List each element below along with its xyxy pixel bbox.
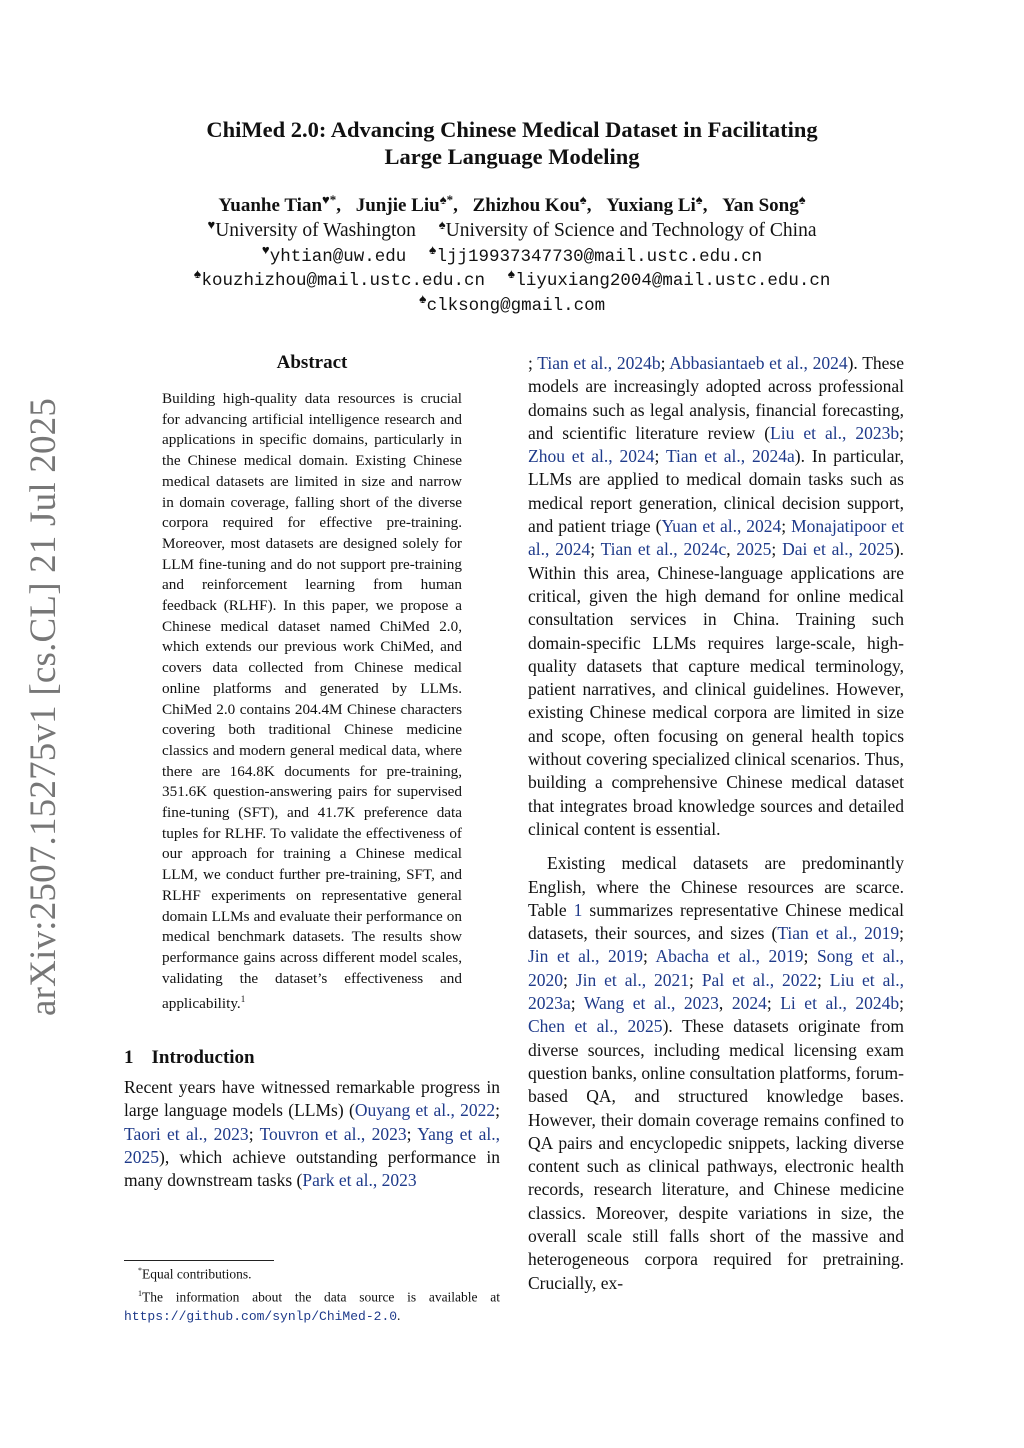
- email-address: kouzhizhou@mail.ustc.edu.cn: [201, 271, 485, 291]
- footnote-text: Equal contributions.: [142, 1266, 252, 1282]
- email[interactable]: [193, 267, 485, 291]
- email-mark: ♥: [261, 243, 270, 258]
- left-column: [124, 350, 500, 1193]
- email[interactable]: [507, 267, 831, 291]
- citation-link[interactable]: Zhou et al., 2024: [528, 446, 655, 467]
- abstract-body: [162, 389, 462, 1015]
- text-run: Existing medical datasets are predominantly English, where the Chinese resources are scarce. Table: [528, 853, 904, 920]
- citation-link[interactable]: Dai et al., 2025: [782, 539, 894, 560]
- citation-link[interactable]: Yuan et al., 2024: [661, 516, 782, 537]
- email[interactable]: [261, 243, 407, 267]
- author: Yuanhe Tian♥*,: [218, 192, 341, 216]
- author-marks: ♠: [695, 192, 703, 207]
- text-run: ;: [803, 946, 817, 967]
- author: Zhizhou Kou♠,: [472, 192, 592, 216]
- affiliation: [207, 217, 416, 241]
- author: [722, 192, 806, 216]
- text-run: ;: [528, 353, 538, 373]
- email-mark: ♠: [507, 267, 516, 282]
- citation-link[interactable]: Abacha et al., 2019: [655, 946, 804, 967]
- email[interactable]: [428, 243, 763, 267]
- section-number: 1: [124, 1047, 134, 1069]
- text-run: ;: [590, 539, 601, 560]
- section-heading-introduction: [124, 1045, 500, 1071]
- email-address: ljj19937347730@mail.ustc.edu.cn: [436, 247, 763, 267]
- citation-link[interactable]: Park et al., 2023: [302, 1170, 417, 1191]
- citation-link[interactable]: Liu et al., 2023a: [528, 969, 904, 1014]
- text-run: ). In particular, LLMs are applied to medical domain tasks such as medical report generation, clinical decision support, and patient triage (: [528, 446, 905, 537]
- email-mark: ♠: [428, 243, 437, 258]
- text-run: ,: [718, 993, 732, 1014]
- text-run: ). These datasets originate from diverse sources, including medical licensing exam question banks, online consultation platforms, forum-based QA, and structured knowledge bases. However, their domain coverage remains confined to QA pairs and encyclopedic snippets, lacking diverse content such as clinical pathways, electronic health records, research literature, and Chinese medicine classics. Moreover, despite variations in size, the overall scale still falls short of the massive and heterogeneous corpora required for pretraining. Crucially, ex-: [528, 1016, 904, 1293]
- text-run: ;: [899, 422, 904, 443]
- text-run: ;: [781, 516, 792, 537]
- text-run: ;: [570, 993, 584, 1014]
- citation-link[interactable]: Tian et al., 2024b: [537, 353, 661, 373]
- citation-link[interactable]: Jin et al., 2021: [575, 969, 690, 990]
- citation-link[interactable]: Abbasiantaeb et al., 2024: [669, 353, 848, 373]
- title-line-2: Large Language Modeling: [384, 144, 640, 169]
- footnote-data-source: [124, 1284, 500, 1327]
- citation-link[interactable]: Song et al., 2020: [528, 946, 904, 990]
- email-row-3: [60, 292, 964, 316]
- text-run: ). These models are increasingly adopted across professional domains such as legal analysis, financial forecasting, and scientific literature review (: [528, 353, 904, 443]
- affiliation: [438, 217, 817, 241]
- affiliation-name: University of Washington: [215, 220, 416, 241]
- citation-link[interactable]: Tian et al., 2024c: [600, 539, 727, 560]
- text-run: ;: [817, 969, 830, 990]
- intro-paragraph-1: [124, 1076, 500, 1192]
- author-name: Zhizhou Kou: [472, 195, 580, 216]
- text-run: ). Within this area, Chinese-language applications are critical, given the high demand for online medical consultation services in China. Training such domain-specific LLMs requires large-scale, high-quality datasets that capture medical terminology, patient narratives, and clinical guidelines. However, existing Chinese medical corpora are limited in size and scope, often focusing on general health topics without covering specialized clinical scenarios. Thus, building a comprehensive Chinese medical dataset that integrates broad knowledge sources and detailed clinical content is essential.: [528, 539, 905, 839]
- text-run: ;: [689, 969, 702, 990]
- footnote-ref[interactable]: 1: [240, 994, 246, 1005]
- email[interactable]: [418, 292, 606, 316]
- abstract-text: Building high-quality data resources is crucial for advancing artificial intelligence research and applications in specific domains, particularly in the Chinese medical domain. Existing Chinese medical datasets are limited in size and narrow in domain coverage, falling short of the diverse corpora required for effective pre-training. Moreover, most datasets are designed solely for LLM fine-tuning and do not support pre-training and reinforcement learning from human feedback (RLHF). In this paper, we propose a Chinese medical dataset named ChiMed 2.0, which extends our previous work ChiMed, and covers data collected from Chinese medical online platforms and generated by LLMs. ChiMed 2.0 contains 204.4M Chinese characters covering both traditional Chinese medicine classics and modern general medical data, where there are 164.8K documents for pre-training, 351.6K question-answering pairs for supervised fine-tuning (SFT), and 41.7K preference data tuples for RLHF. To validate the effectiveness of our approach for training a Chinese medical LLM, we conduct further pre-training, SFT, and RLHF experiments on representative general domain LLMs and evaluate their performance on medical benchmark datasets. The results show performance gains across different model scales, validating the dataset’s effectiveness and applicability.: [162, 390, 462, 1013]
- author-name: Yuxiang Li: [606, 195, 696, 216]
- text-run: ;: [643, 946, 656, 967]
- github-url-link[interactable]: https://github.com/synlp/ChiMed-2.0: [124, 1309, 398, 1324]
- text-run: ;: [660, 353, 670, 373]
- text-run: ;: [406, 1123, 418, 1144]
- email-address: liyuxiang2004@mail.ustc.edu.cn: [515, 271, 831, 291]
- citation-link[interactable]: Taori et al., 2023: [124, 1123, 249, 1144]
- citation-link[interactable]: 2025: [736, 539, 772, 560]
- section-title: Introduction: [151, 1047, 255, 1069]
- text-run: ), which achieve outstanding performance in many downstream tasks (: [124, 1147, 500, 1191]
- author: Yuxiang Li♠,: [606, 192, 708, 216]
- citation-link[interactable]: Pal et al., 2022: [701, 969, 817, 990]
- citation-link[interactable]: Wang et al., 2023: [583, 993, 719, 1014]
- affiliation-mark: ♠: [438, 217, 446, 232]
- affiliation-name: University of Science and Technology of China: [445, 220, 817, 241]
- text-run: ;: [766, 993, 781, 1014]
- footnote-mark: *: [138, 1266, 142, 1275]
- author-marks: ♠*: [439, 192, 454, 207]
- author: Junjie Liu♠*,: [355, 192, 458, 216]
- email-mark: ♠: [193, 267, 202, 282]
- citation-link[interactable]: Li et al., 2024b: [780, 993, 900, 1014]
- citation-link[interactable]: Ouyang et al., 2022: [354, 1100, 496, 1121]
- table-reference-link[interactable]: 1: [573, 899, 583, 920]
- text-run: ;: [495, 1100, 500, 1121]
- text-run: ;: [563, 969, 576, 990]
- intro-paragraph-2: [528, 852, 904, 1295]
- text-run: ;: [248, 1123, 260, 1144]
- text-run: ;: [654, 446, 666, 467]
- author-marks: ♥*: [322, 192, 337, 207]
- citation-link[interactable]: 2024: [731, 993, 767, 1014]
- citation-link[interactable]: Liu et al., 2023b: [770, 422, 900, 443]
- citation-link[interactable]: Chen et al., 2025: [528, 1016, 663, 1037]
- footnote-mark: 1: [138, 1288, 142, 1298]
- arxiv-identifier-stamp: arXiv:2507.15275v1 [cs.CL] 21 Jul 2025: [23, 397, 64, 1016]
- text-run: summarizes representative Chinese medical datasets, their sources, and sizes (: [528, 899, 904, 944]
- abstract-heading: Abstract: [276, 352, 348, 373]
- text-run: ,: [726, 539, 737, 560]
- footnotes: [124, 1260, 500, 1326]
- citation-link[interactable]: Monajatipoor et al., 2024: [528, 516, 904, 560]
- author-marks: ♠: [798, 192, 806, 207]
- text-run: Recent years have witnessed remarkable progress in large language models (LLMs) (: [124, 1077, 500, 1121]
- citation-link[interactable]: Touvron et al., 2023: [259, 1123, 407, 1144]
- right-column: [528, 352, 904, 1295]
- author-marks: ♠: [579, 192, 587, 207]
- email-address: clksong@gmail.com: [426, 296, 606, 316]
- email-mark: ♠: [418, 292, 427, 307]
- footnote-text: The information about the data source is available at: [142, 1289, 500, 1304]
- citation-link[interactable]: Yang et al., 2025: [124, 1123, 501, 1168]
- citation-link[interactable]: Tian et al., 2019: [777, 923, 900, 944]
- footnote-end: .: [397, 1308, 401, 1323]
- email-address: yhtian@uw.edu: [269, 247, 407, 267]
- affiliation-mark: ♥: [207, 217, 216, 232]
- paper-title: [120, 116, 904, 170]
- author-list: [100, 192, 924, 217]
- title-line-1: ChiMed 2.0: Advancing Chinese Medical Dataset in Facilitating: [206, 117, 818, 142]
- text-run: ;: [771, 539, 783, 560]
- intro-paragraph-1-continued: [528, 352, 904, 841]
- affiliations: [100, 217, 924, 242]
- author-name: Yan Song: [722, 195, 799, 216]
- email-row-1: [60, 243, 964, 267]
- email-row-2: [60, 267, 964, 291]
- citation-link[interactable]: Jin et al., 2019: [528, 946, 644, 967]
- text-run: ;: [899, 993, 905, 1014]
- author-name: Junjie Liu: [355, 195, 440, 216]
- citation-link[interactable]: Tian et al., 2024a: [665, 446, 795, 467]
- footnote-equal-contribution: [124, 1261, 500, 1284]
- author-name: Yuanhe Tian: [218, 195, 323, 216]
- text-run: ;: [899, 923, 904, 944]
